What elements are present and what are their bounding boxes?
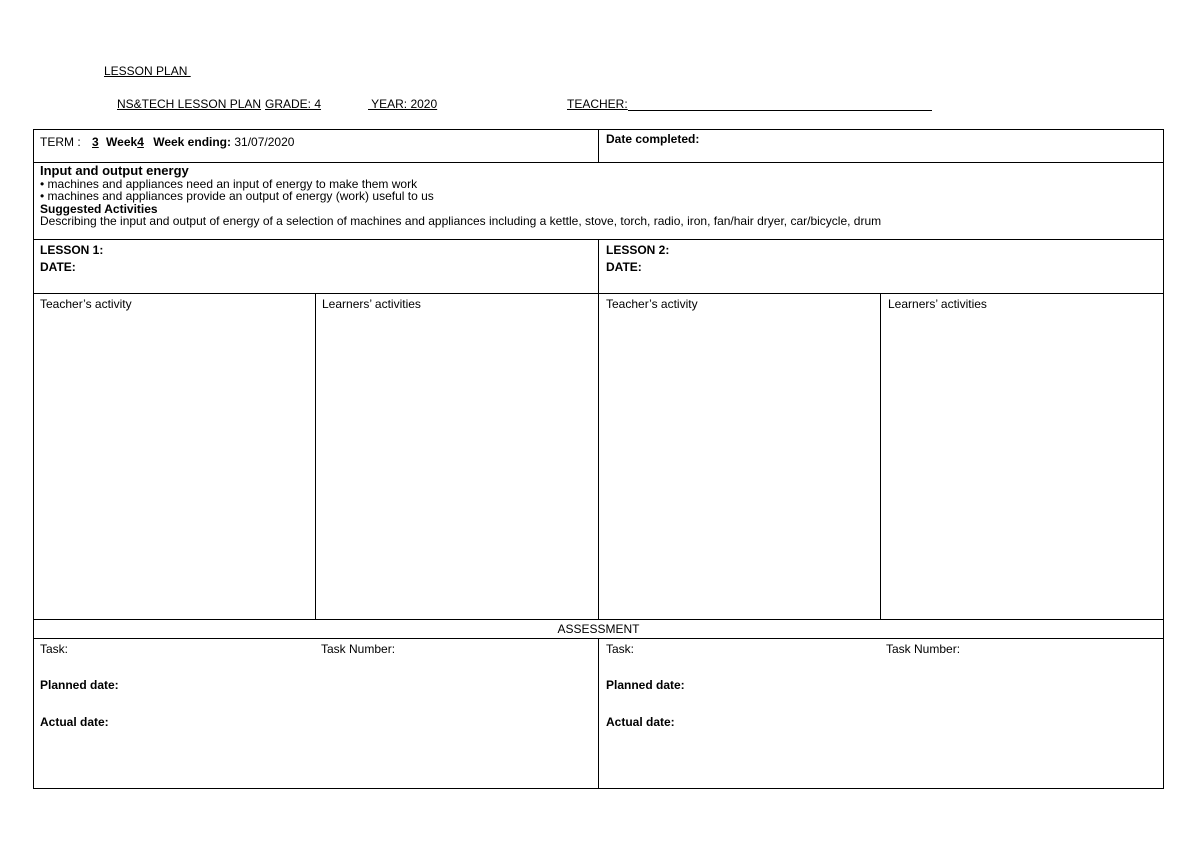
lesson-plan-table	[33, 129, 1164, 789]
lesson-2-date-label: DATE:	[606, 260, 642, 274]
term-value[interactable]: 3	[92, 135, 99, 149]
lesson-2-task-number-label: Task Number:	[886, 642, 961, 656]
lesson-1-task-number-label: Task Number:	[321, 642, 396, 656]
lesson-1-date-label: DATE:	[40, 260, 76, 274]
lesson-2-teacher-activity-header: Teacher’s activity	[606, 297, 698, 311]
lesson-2-learners-activities-area[interactable]	[883, 315, 1161, 617]
lesson-1-task-label: Task:	[40, 642, 69, 656]
topic-title: Input and output energy	[40, 163, 189, 178]
lesson-1-label: LESSON 1:	[40, 243, 104, 257]
assessment-title: ASSESSMENT	[557, 622, 640, 636]
week-ending-value[interactable]: 31/07/2020	[234, 135, 295, 149]
topic-block	[40, 165, 1158, 228]
document-title: LESSON PLAN	[104, 64, 191, 78]
date-completed-field[interactable]	[713, 131, 1153, 159]
lesson-2-task-label: Task:	[606, 642, 635, 656]
plan-name: NS&TECH LESSON PLAN	[117, 97, 262, 111]
teacher-signature-line[interactable]	[628, 110, 932, 111]
topic-bullet: • machines and appliances provide an output of energy (work) useful to us	[40, 189, 434, 203]
lesson-1-teacher-activity-area[interactable]	[35, 315, 313, 617]
suggested-activities-label: Suggested Activities	[40, 201, 158, 216]
lesson-2-label: LESSON 2:	[606, 243, 670, 257]
date-completed-label: Date completed:	[606, 132, 700, 146]
lesson-2-learners-activities-header: Learners’ activities	[888, 297, 987, 311]
lesson-2-actual-date-label: Actual date:	[606, 715, 675, 729]
lesson-1-actual-date-label: Actual date:	[40, 715, 109, 729]
lesson-1-learners-activities-header: Learners’ activities	[322, 297, 421, 311]
lesson-2-planned-date-label: Planned date:	[606, 678, 685, 692]
grade: GRADE: 4	[265, 97, 322, 111]
year: YEAR: 2020	[368, 97, 438, 111]
lesson-1-teacher-activity-header: Teacher’s activity	[40, 297, 132, 311]
week-value[interactable]: 4	[137, 135, 144, 149]
lesson-2-teacher-activity-area[interactable]	[601, 315, 878, 617]
lesson-1-learners-activities-area[interactable]	[318, 315, 596, 617]
suggested-activities-text: Describing the input and output of energy of a selection of machines and appliances including a kettle, stove, torch, radio, iron, fan/hair dryer, car/bicycle, drum	[40, 214, 882, 228]
lesson-1-planned-date-label: Planned date:	[40, 678, 119, 692]
term-row: TERM : 3 Week4 Week ending: 31/07/2020	[40, 135, 295, 149]
teacher-label: TEACHER:	[567, 97, 628, 111]
topic-bullet: • machines and appliances need an input of energy to make them work	[40, 176, 418, 191]
